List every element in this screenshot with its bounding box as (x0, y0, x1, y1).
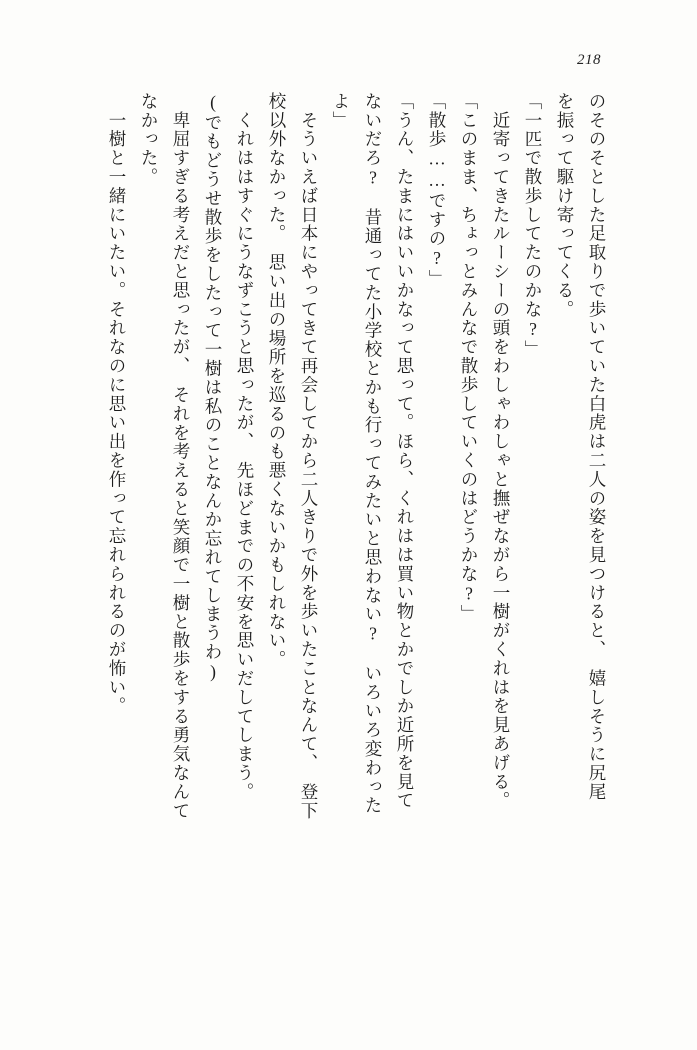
text-line: よ」 (331, 92, 351, 130)
text-line: くれははすぐにうなずこうと思ったが、 先ほどまでの不安を思いだしてしまう。 (235, 92, 255, 802)
text-line: 近寄ってきたルーシーの頭をわしゃわしゃと撫ぜながら一樹がくれはを見あげる。 (491, 92, 511, 811)
text-line: 「このまま、ちょっとみんなで散歩していくのはどうかな?」 (459, 92, 479, 624)
page-number: 218 (577, 52, 601, 68)
text-line: のそのそとした足取りで歩いていた白虎は二人の姿を見つけると、 嬉しそうに尻尾 (587, 92, 607, 802)
text-line: ないだろ? 昔通ってた小学校とかも行ってみたいと思わない? いろいろ変わった (363, 92, 383, 816)
text-line: 一樹と一緒にいたい。それなのに思い出を作って忘れられるのが怖い。 (107, 92, 127, 716)
text-line: (でもどうせ散歩をしたって一樹は私のことなんか忘れてしまうわ) (203, 92, 223, 683)
text-line: を振って駆け寄ってくる。 (555, 92, 575, 319)
text-line: そういえば日本にやってきて再会してから二人きりで外を歩いたことなんて、 登下 (299, 92, 319, 821)
text-line: なかった。 (139, 92, 159, 187)
body-text (84, 92, 613, 990)
text-line: 校以外なかった。 思い出の場所を巡るのも悪くないかもしれない。 (267, 92, 287, 670)
text-line: 「散歩……ですの?」 (427, 92, 447, 289)
text-line: 「一匹で散歩してたのかな?」 (523, 92, 543, 360)
text-line: 「うん、たまにはいいかなって思って。ほら、くれはは買い物とかでしか近所を見て (395, 92, 415, 811)
text-line: 卑屈すぎる考えだと思ったが、 それを考えると笑顔で一樹と散歩をする勇気なんて (171, 92, 191, 821)
